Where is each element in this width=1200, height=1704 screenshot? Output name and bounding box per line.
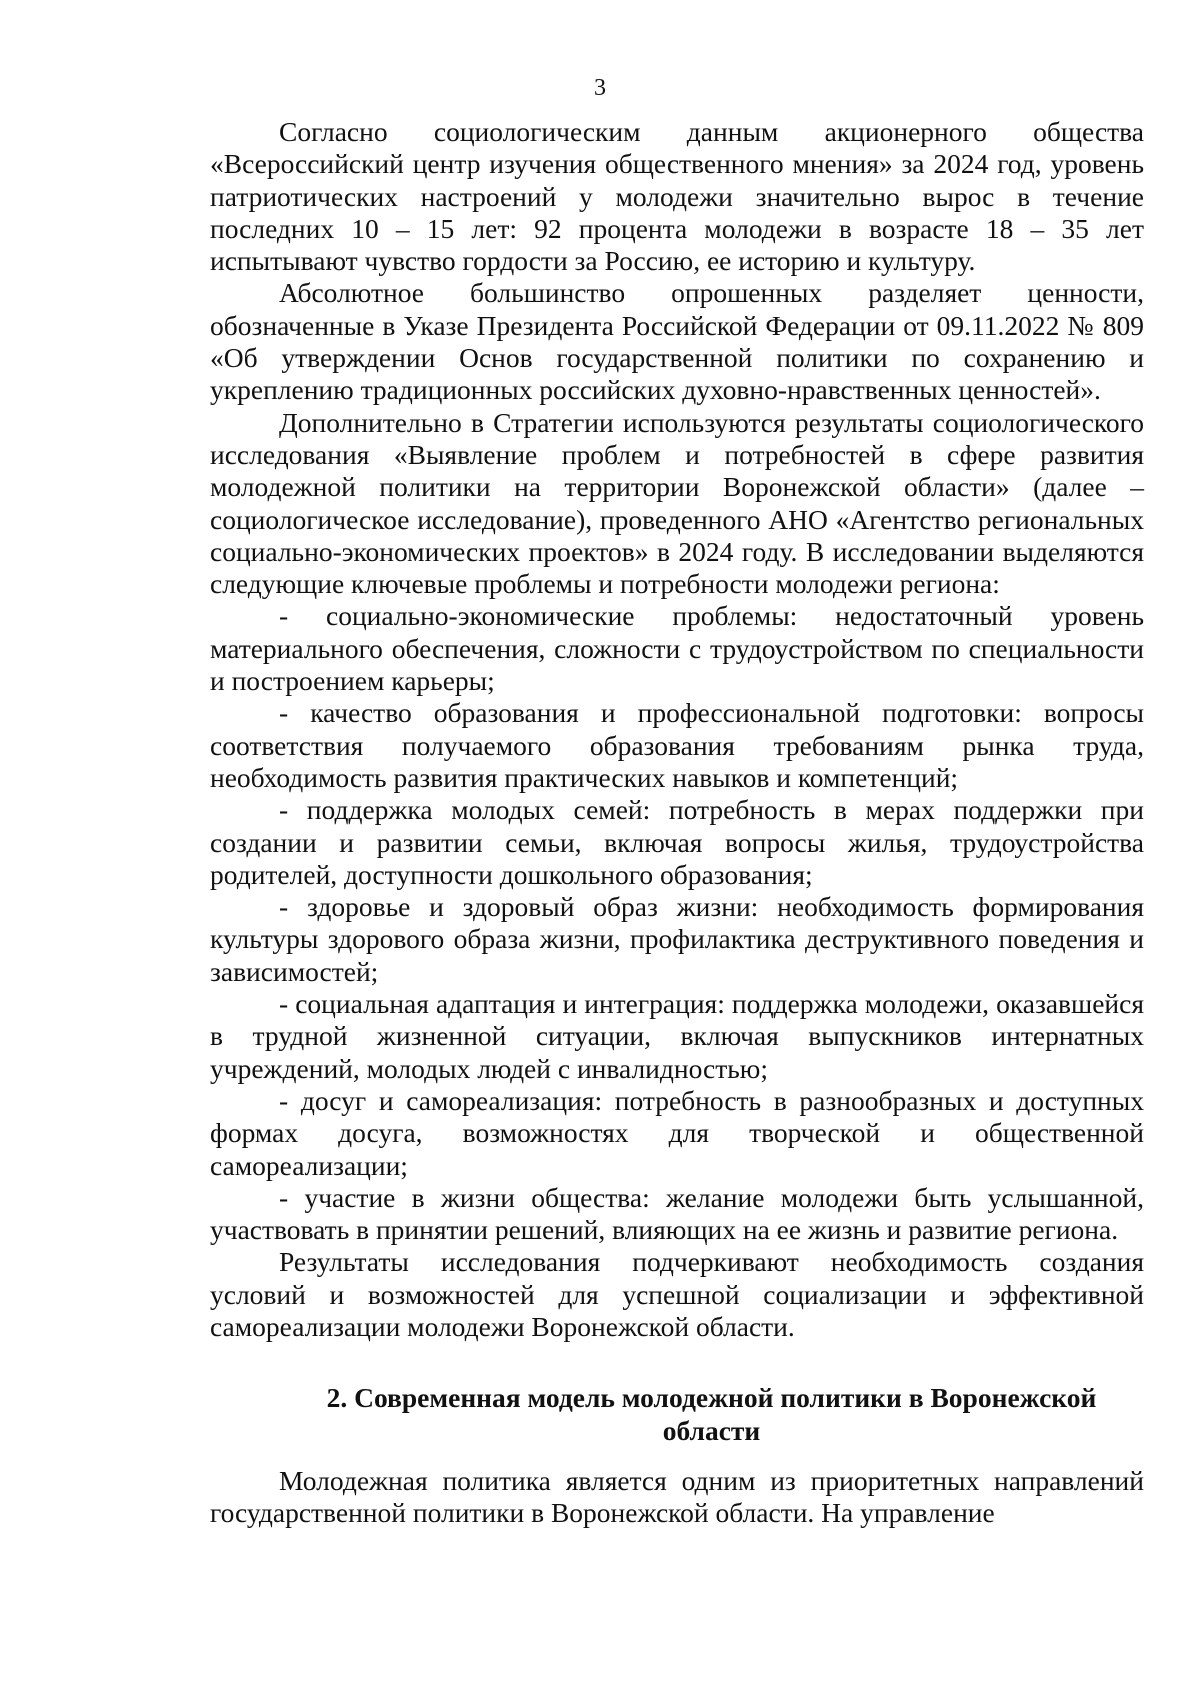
list-item: - досуг и самореализация: потребность в разнообразных и доступных формах досуга, возможностях для творческой и общественной самореализации;	[210, 1084, 1144, 1181]
paragraph-sociological-study: Дополнительно в Стратегии используются результаты социологического исследования «Выявление проблем и потребностей в сфере развития молодежной политики на территории Воронежской области» (далее – социологическое исследование), проведенного АНО «Агентство региональных социально-экономических проектов» в 2024 году. В исследовании выделяются следующие ключевые проблемы и потребности молодежи региона:	[210, 406, 1144, 600]
list-item: - здоровье и здоровый образ жизни: необходимость формирования культуры здорового образа жизни, профилактика деструктивного поведения и зависимостей;	[210, 891, 1144, 987]
page-body	[210, 116, 1144, 1529]
page-number: 3	[594, 75, 606, 101]
section-heading: 2. Современная модель молодежной политики в Воронежской области	[326, 1382, 1097, 1446]
paragraph-vciom-survey: Согласно социологическим данным акционерного общества «Всероссийский центр изучения общественного мнения» за 2024 год, уровень патриотических настроений у молодежи значительно вырос в течение последних 10 – 15 лет: 92 процента молодежи в возрасте 18 – 35 лет испытывают чувство гордости за Россию, ее историю и культуру.	[210, 116, 1144, 277]
list-item: - качество образования и профессиональной подготовки: вопросы соответствия получаемого образования требованиям рынка труда, необходимость развития практических навыков и компетенций;	[210, 697, 1144, 793]
paragraph-values-decree: Абсолютное большинство опрошенных разделяет ценности, обозначенные в Указе Президента Российской Федерации от 09.11.2022 № 809 «Об утверждении Основ государственной политики по сохранению и укреплению традиционных российских духовно-нравственных ценностей».	[210, 277, 1144, 406]
list-item: - участие в жизни общества: желание молодежи быть услышанной, участвовать в принятии решений, влияющих на ее жизнь и развитие региона.	[210, 1181, 1144, 1246]
paragraph-conclusion: Результаты исследования подчеркивают необходимость создания условий и возможностей для успешной социализации и эффективной самореализации молодежи Воронежской области.	[210, 1246, 1144, 1342]
list-item: - социальная адаптация и интеграция: поддержка молодежи, оказавшейся в трудной жизненной ситуации, включая выпускников интернатных учреждений, молодых людей с инвалидностью;	[210, 988, 1144, 1084]
list-item: - поддержка молодых семей: потребность в мерах поддержки при создании и развитии семьи, включая вопросы жилья, трудоустройства родителей, доступности дошкольного образования;	[210, 794, 1144, 890]
list-item: - социально-экономические проблемы: недостаточный уровень материального обеспечения, сложности с трудоустройством по специальности и построением карьеры;	[210, 600, 1144, 697]
paragraph-section-intro: Молодежная политика является одним из приоритетных направлений государственной политики в Воронежской области. На управление	[210, 1464, 1144, 1529]
